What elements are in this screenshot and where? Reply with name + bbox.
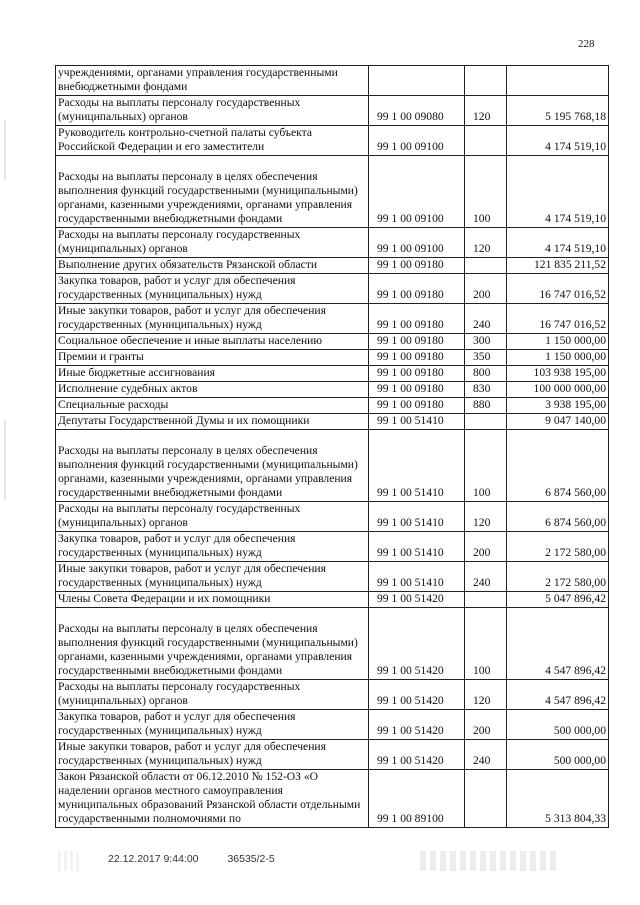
table-row [56,126,609,156]
table-row [56,502,609,532]
row-amount: 2 172 580,00 [507,532,609,562]
row-expense-type: 120 [465,228,507,258]
row-code: 99 1 00 09080 [369,96,465,126]
row-expense-type [465,592,507,608]
row-expense-type: 240 [465,562,507,592]
table-row [56,274,609,304]
row-expense-type: 200 [465,274,507,304]
row-amount: 121 835 211,52 [507,258,609,274]
row-name: Закупка товаров, работ и услуг для обеспечения государственных (муниципальных) нужд [56,710,369,740]
table-row [56,156,609,228]
row-code: 99 1 00 09180 [369,366,465,382]
row-name: Расходы на выплаты персоналу в целях обеспечения выполнения функций государственными (муниципальными) органами, казенными учреждениями, органами управления государственными внебюджетными фондами [56,608,369,680]
budget-table [55,65,609,828]
row-amount: 500 000,00 [507,740,609,770]
row-code: 99 1 00 51420 [369,608,465,680]
row-amount: 4 174 519,10 [507,126,609,156]
table-row [56,710,609,740]
row-code: 99 1 00 09100 [369,228,465,258]
row-name: Социальное обеспечение и иные выплаты населению [56,334,369,350]
table-row [56,770,609,828]
row-name: Иные закупки товаров, работ и услуг для обеспечения государственных (муниципальных) нужд [56,562,369,592]
row-expense-type: 300 [465,334,507,350]
row-name: Иные закупки товаров, работ и услуг для обеспечения государственных (муниципальных) нужд [56,304,369,334]
row-name: Иные закупки товаров, работ и услуг для обеспечения государственных (муниципальных) нужд [56,740,369,770]
row-expense-type [465,258,507,274]
row-expense-type: 100 [465,430,507,502]
table-row [56,96,609,126]
row-code: 99 1 00 09180 [369,350,465,366]
row-expense-type: 120 [465,502,507,532]
row-expense-type: 350 [465,350,507,366]
row-name: Расходы на выплаты персоналу государственных (муниципальных) органов [56,502,369,532]
row-expense-type [465,414,507,430]
row-name: Закупка товаров, работ и услуг для обеспечения государственных (муниципальных) нужд [56,274,369,304]
scan-edge-mark [4,420,6,500]
row-code: 99 1 00 09180 [369,274,465,304]
table-row [56,532,609,562]
scan-edge-mark [4,120,6,180]
table-row [56,680,609,710]
row-expense-type [465,66,507,96]
table-row [56,382,609,398]
row-expense-type: 240 [465,304,507,334]
row-name: Расходы на выплаты персоналу государственных (муниципальных) органов [56,228,369,258]
row-name: учреждениями, органами управления государственными внебюджетными фондами [56,66,369,96]
row-expense-type: 830 [465,382,507,398]
row-name: Расходы на выплаты персоналу в целях обеспечения выполнения функций государственными (муниципальными) органами, казенными учреждениями, органами управления государственными внебюджетными фондами [56,156,369,228]
row-name: Расходы на выплаты персоналу государственных (муниципальных) органов [56,680,369,710]
table-row [56,350,609,366]
row-amount: 4 174 519,10 [507,156,609,228]
footer-timestamp: 22.12.2017 9:44:00 [108,853,199,865]
page-number: 228 [578,38,595,50]
page-footer [108,853,301,865]
row-expense-type: 120 [465,680,507,710]
row-name: Руководитель контрольно-счетной палаты субъекта Российской Федерации и его заместители [56,126,369,156]
row-code: 99 1 00 09180 [369,304,465,334]
table-row [56,334,609,350]
row-amount: 4 547 896,42 [507,608,609,680]
row-code: 99 1 00 09180 [369,398,465,414]
row-amount: 2 172 580,00 [507,562,609,592]
row-code: 99 1 00 09180 [369,382,465,398]
row-code: 99 1 00 51410 [369,532,465,562]
row-expense-type: 120 [465,96,507,126]
table-row [56,366,609,382]
row-code: 99 1 00 51420 [369,740,465,770]
row-name: Закупка товаров, работ и услуг для обеспечения государственных (муниципальных) нужд [56,532,369,562]
faint-stamp [420,851,560,871]
row-amount [507,66,609,96]
budget-table-body [56,66,609,828]
table-row [56,228,609,258]
row-expense-type: 240 [465,740,507,770]
row-code: 99 1 00 09100 [369,156,465,228]
row-amount: 16 747 016,52 [507,274,609,304]
row-amount: 103 938 195,00 [507,366,609,382]
row-expense-type: 200 [465,710,507,740]
row-name: Закон Рязанской области от 06.12.2010 № 152-ОЗ «О наделении органов местного самоуправления муниципальных образований Рязанской области отдельными государственными полномочиями по [56,770,369,828]
row-name: Премии и гранты [56,350,369,366]
row-code: 99 1 00 51420 [369,592,465,608]
row-code: 99 1 00 09180 [369,334,465,350]
table-row [56,592,609,608]
row-name: Выполнение других обязательств Рязанской области [56,258,369,274]
row-amount: 6 874 560,00 [507,502,609,532]
row-name: Иные бюджетные ассигнования [56,366,369,382]
row-name: Расходы на выплаты персоналу государственных (муниципальных) органов [56,96,369,126]
row-code: 99 1 00 09180 [369,258,465,274]
row-code: 99 1 00 51410 [369,430,465,502]
row-amount: 5 313 804,33 [507,770,609,828]
row-amount: 4 174 519,10 [507,228,609,258]
row-expense-type [465,770,507,828]
row-expense-type [465,126,507,156]
row-amount: 3 938 195,00 [507,398,609,414]
row-name: Специальные расходы [56,398,369,414]
footer-doc-code: 36535/2-5 [227,853,275,865]
table-row [56,740,609,770]
table-row [56,562,609,592]
row-amount: 1 150 000,00 [507,350,609,366]
table-row [56,304,609,334]
row-code: 99 1 00 51410 [369,414,465,430]
table-row [56,414,609,430]
row-amount: 9 047 140,00 [507,414,609,430]
row-expense-type: 100 [465,156,507,228]
row-name: Расходы на выплаты персоналу в целях обеспечения выполнения функций государственными (муниципальными) органами, казенными учреждениями, органами управления государственными внебюджетными фондами [56,430,369,502]
row-amount: 1 150 000,00 [507,334,609,350]
row-code: 99 1 00 51410 [369,502,465,532]
row-amount: 16 747 016,52 [507,304,609,334]
row-expense-type: 100 [465,608,507,680]
row-amount: 5 047 896,42 [507,592,609,608]
row-name: Депутаты Государственной Думы и их помощники [56,414,369,430]
row-amount: 5 195 768,18 [507,96,609,126]
row-name: Исполнение судебных актов [56,382,369,398]
table-row [56,258,609,274]
row-amount: 500 000,00 [507,710,609,740]
table-row [56,430,609,502]
row-amount: 6 874 560,00 [507,430,609,502]
row-amount: 4 547 896,42 [507,680,609,710]
row-code: 99 1 00 51420 [369,710,465,740]
row-name: Члены Совета Федерации и их помощники [56,592,369,608]
faint-scan-marks [58,851,82,871]
row-expense-type: 800 [465,366,507,382]
row-amount: 100 000 000,00 [507,382,609,398]
row-expense-type: 880 [465,398,507,414]
table-row [56,66,609,96]
row-code: 99 1 00 89100 [369,770,465,828]
table-row [56,608,609,680]
row-code: 99 1 00 09100 [369,126,465,156]
row-code [369,66,465,96]
row-code: 99 1 00 51420 [369,680,465,710]
row-expense-type: 200 [465,532,507,562]
table-row [56,398,609,414]
row-code: 99 1 00 51410 [369,562,465,592]
